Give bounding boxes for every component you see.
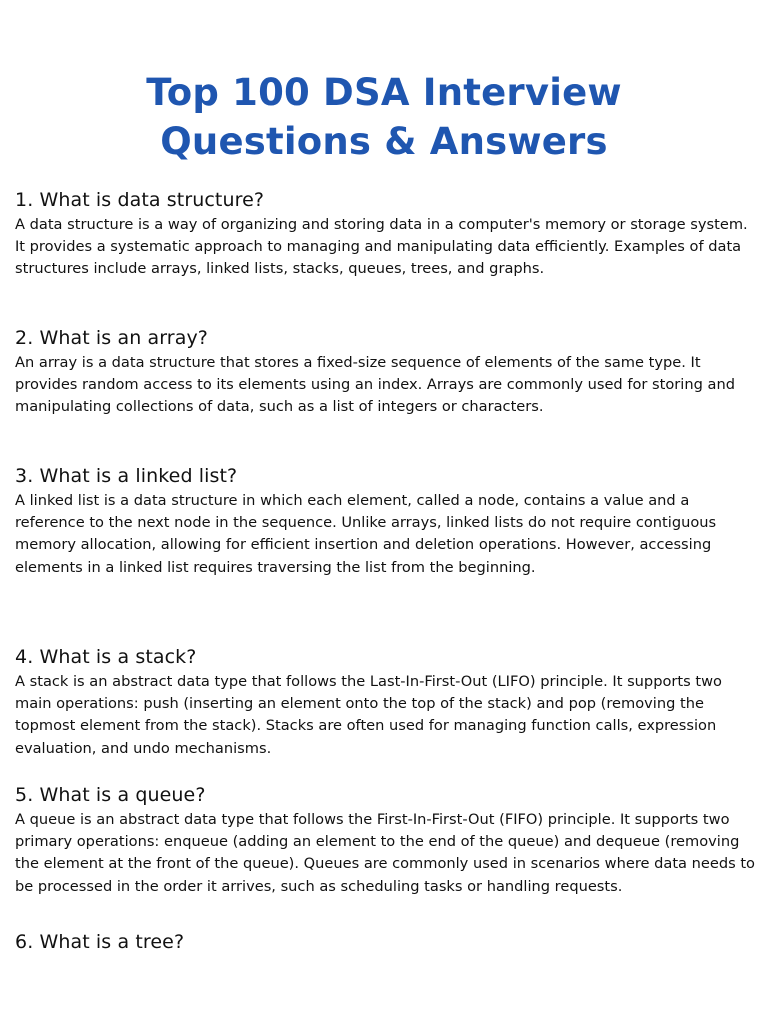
question-heading: 1. What is data structure? <box>15 189 265 211</box>
answer-text: A data structure is a way of organizing and storing data in a computer's memory or storage system. It provides a systematic approach to managing and manipulating data efficiently. Examples of data structures include arrays, linked lists, stacks, queues, trees, and graphs. <box>15 216 748 278</box>
document-title <box>0 68 768 166</box>
answer-text: A linked list is a data structure in which each element, called a node, contains a value and a reference to the next node in the sequence. Unlike arrays, linked lists do not require contiguous memory allocation, allowing for efficient insertion and deletion operations. However, accessing elements in a linked list requires traversing the list from the beginning. <box>15 492 717 576</box>
qa-item-2 <box>15 326 760 419</box>
question-heading: 4. What is a stack? <box>15 646 197 668</box>
answer-text: An array is a data structure that stores a fixed-size sequence of elements of the same type. It provides random access to its elements using an index. Arrays are commonly used for storing and manipulating collections of data, such as a list of integers or characters. <box>15 354 735 416</box>
answer-text: A queue is an abstract data type that follows the First-In-First-Out (FIFO) principle. It supports two primary operations: enqueue (adding an element to the end of the queue) and dequeue (removing the element at the front of the queue). Queues are commonly used in scenarios where data needs to be processed in the order it arrives, such as scheduling tasks or handling requests. <box>15 811 755 895</box>
qa-item-5 <box>15 783 760 898</box>
title-line-2: Questions & Answers <box>160 120 608 163</box>
question-heading: 5. What is a queue? <box>15 784 206 806</box>
answer-text: A stack is an abstract data type that follows the Last-In-First-Out (LIFO) principle. It supports two main operations: push (inserting an element onto the top of the stack) and pop (removing the topmost element from the stack). Stacks are often used for managing function calls, expression evaluation, and undo mechanisms. <box>15 673 722 757</box>
question-heading: 6. What is a tree? <box>15 931 185 953</box>
qa-item-4 <box>15 645 760 760</box>
qa-item-3 <box>15 464 760 579</box>
title-line-1: Top 100 DSA Interview <box>146 71 622 114</box>
qa-item-1 <box>15 188 760 281</box>
qa-item-6 <box>15 930 760 954</box>
question-heading: 2. What is an array? <box>15 327 208 349</box>
question-heading: 3. What is a linked list? <box>15 465 238 487</box>
